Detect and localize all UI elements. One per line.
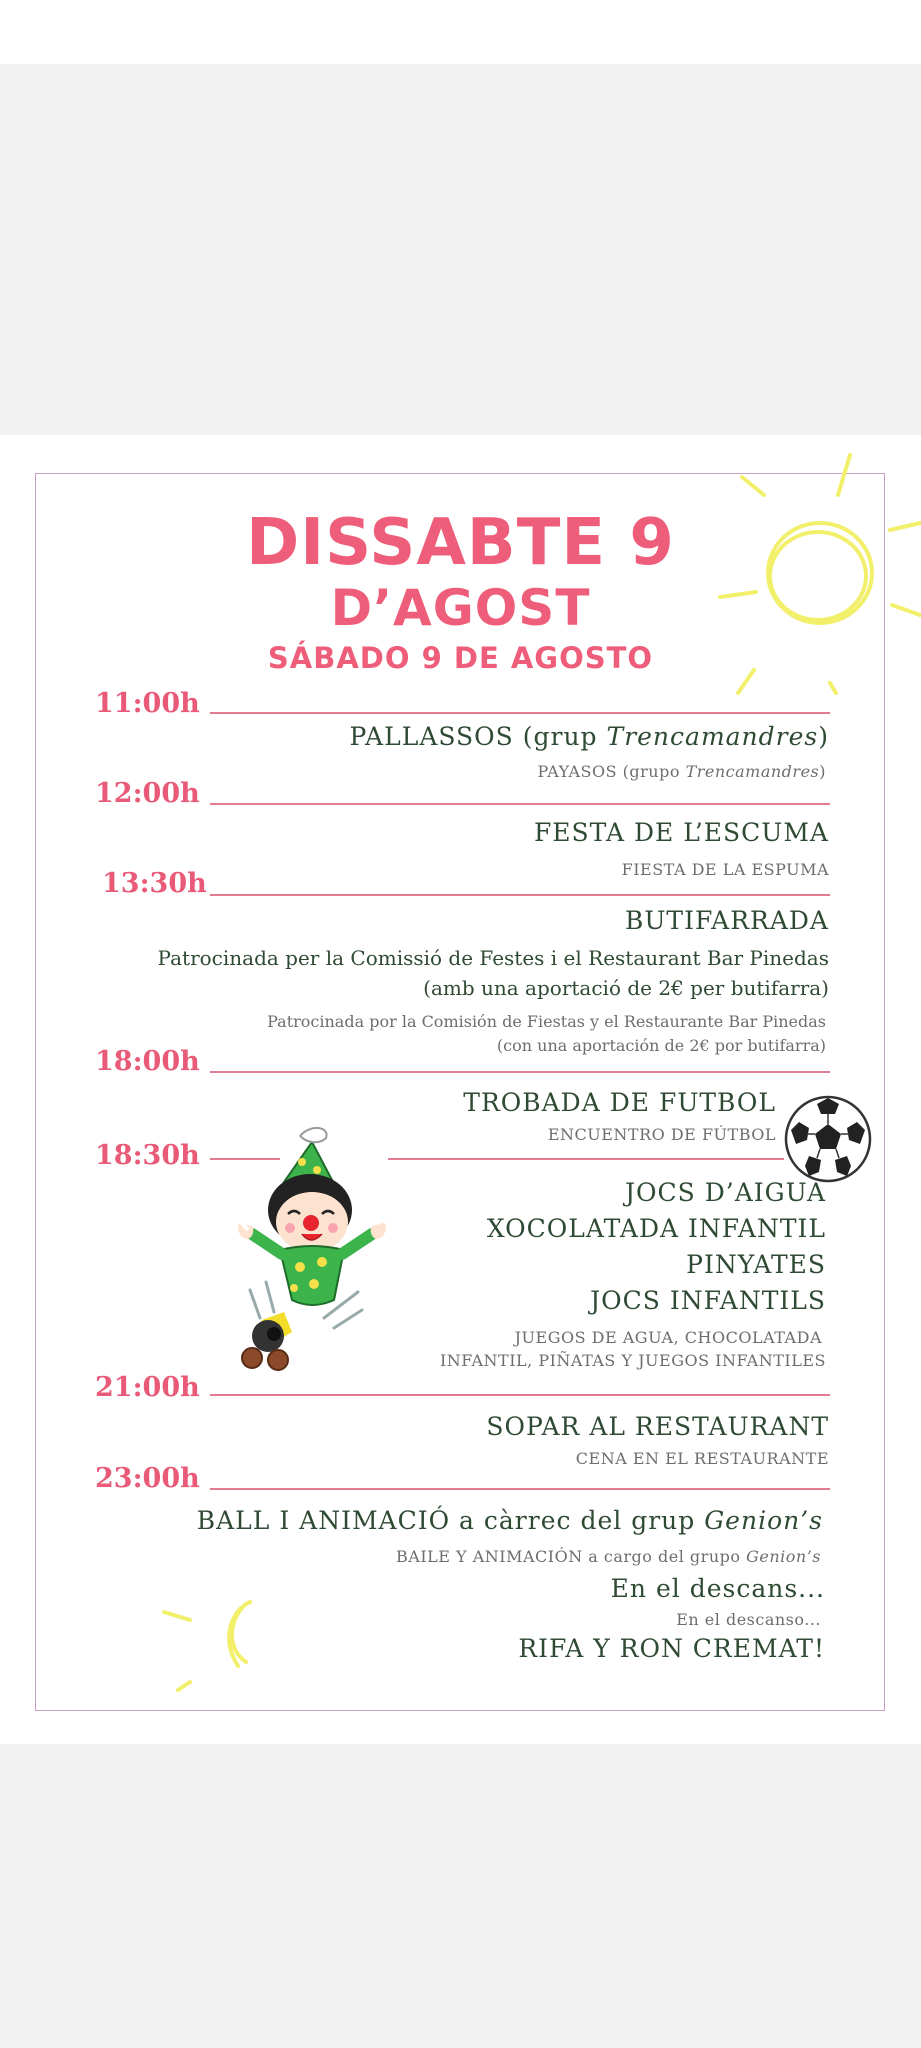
butifarrada-desc-ca-1: Patrocinada per la Comissió de Festes i el Restaurant Bar Pinedas [157, 946, 829, 970]
descanso-text: En el descanso... [676, 1610, 821, 1629]
event-xocolatada: XOCOLATADA INFANTIL [486, 1214, 826, 1243]
event-jocs-infantils: JOCS INFANTILS [590, 1286, 826, 1315]
group-name-es: Trencamandres [685, 762, 820, 781]
jocs-es-1: JUEGOS DE AGUA, CHOCOLATADA [514, 1328, 822, 1347]
event-cena: CENA EN EL RESTAURANTE [575, 1449, 829, 1468]
time-1830: 18:30h [95, 1140, 200, 1171]
time-2300: 23:00h [95, 1463, 200, 1494]
event-sopar: SOPAR AL RESTAURANT [486, 1412, 829, 1441]
band-name: Genion’s [704, 1506, 823, 1535]
event-jocs-aigua: JOCS D’AIGUA [625, 1178, 826, 1207]
subtitle: SÁBADO 9 DE AGOSTO [267, 641, 654, 675]
event-escuma: FESTA DE L’ESCUMA [533, 818, 829, 847]
descans-text: En el descans... [610, 1574, 825, 1603]
time-1100: 11:00h [95, 688, 200, 719]
event-espuma: FIESTA DE LA ESPUMA [621, 860, 829, 879]
divider-line [210, 1071, 830, 1073]
time-1800: 18:00h [95, 1046, 200, 1077]
time-1330: 13:30h [102, 868, 207, 899]
divider-line [210, 803, 830, 805]
jocs-es-2: INFANTIL, PIÑATAS Y JUEGOS INFANTILES [439, 1351, 826, 1370]
event-futbol-es: ENCUENTRO DE FÚTBOL [547, 1125, 776, 1144]
time-1200: 12:00h [95, 778, 200, 809]
group-name: Trencamandres [606, 722, 819, 751]
clown-cannon-icon [222, 1122, 412, 1377]
top-grey-band [0, 64, 921, 435]
small-sun-sketch-icon [150, 1590, 260, 1700]
title-line1: DISSABTE 9 [246, 506, 675, 580]
event-futbol: TROBADA DE FUTBOL [463, 1088, 776, 1117]
rifa-text: RIFA Y RON CREMAT! [518, 1634, 825, 1663]
butifarrada-desc-ca-2: (amb una aportació de 2€ per butifarra) [423, 976, 829, 1000]
event-pallassos-close: ) [818, 722, 829, 751]
event-baile [396, 1547, 821, 1566]
butifarrada-desc-es-1: Patrocinada por la Comisión de Fiestas y el Restaurante Bar Pinedas [267, 1012, 826, 1031]
band-name-es: Genion’s [746, 1547, 821, 1566]
event-baile-text: BAILE Y ANIMACIÓN a cargo del grupo [396, 1547, 747, 1566]
event-payasos-close: ) [819, 762, 826, 781]
divider-line-right [388, 1158, 784, 1160]
event-pinyates: PINYATES [686, 1250, 826, 1279]
event-ball [197, 1506, 823, 1535]
divider-line [210, 894, 830, 896]
event-butifarrada: BUTIFARRADA [624, 906, 829, 935]
divider-line [210, 1488, 830, 1490]
event-payasos [537, 762, 826, 781]
event-ball-text: BALL I ANIMACIÓ a càrrec del grup [196, 1506, 705, 1535]
event-pallassos-text: PALLASSOS (grup [349, 722, 607, 751]
butifarrada-desc-es-2: (con una aportación de 2€ por butifarra) [496, 1036, 826, 1055]
event-payasos-text: PAYASOS (grupo [537, 762, 686, 781]
time-2100: 21:00h [95, 1372, 200, 1403]
soccer-ball-icon [783, 1094, 873, 1184]
event-pallassos [350, 722, 829, 751]
bottom-grey-band [0, 1744, 921, 2048]
divider-line [210, 712, 830, 714]
title-line2: D’AGOST [330, 579, 591, 637]
divider-line [210, 1394, 830, 1396]
